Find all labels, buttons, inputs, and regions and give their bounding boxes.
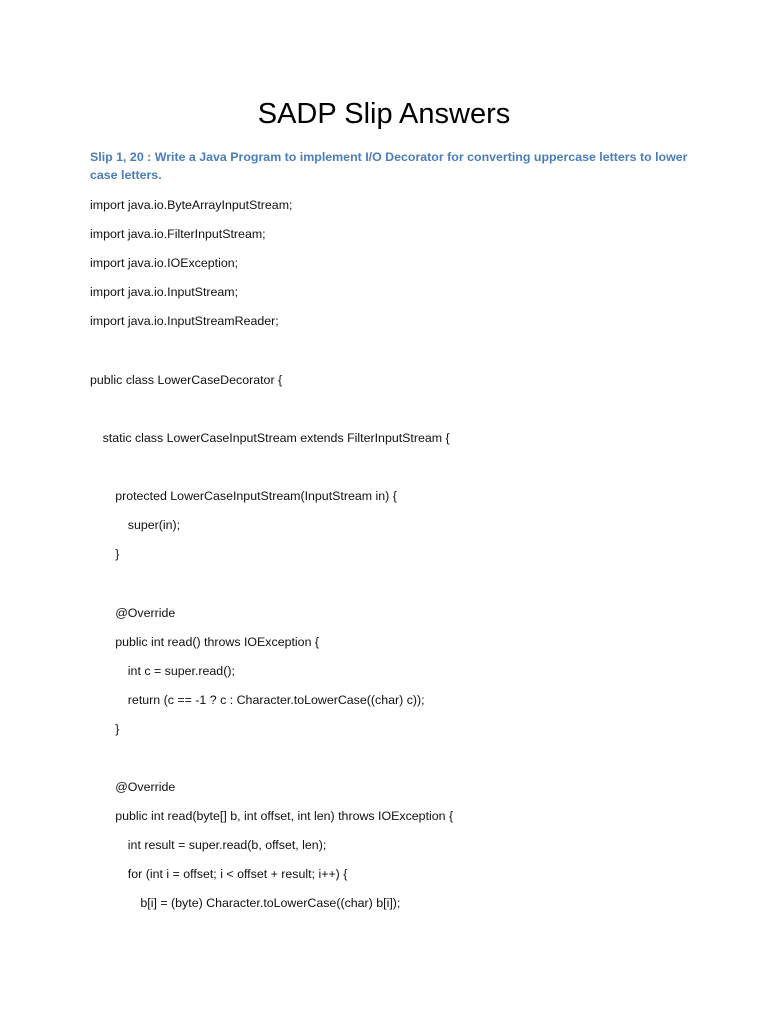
code-line: for (int i = offset; i < offset + result; i++) { [127,867,348,881]
code-line: import java.io.IOException; [90,256,239,270]
code-line: public int read(byte[] b, int offset, int len) throws IOException { [115,809,454,823]
code-line: return (c == -1 ? c : Character.toLowerCase((char) c)); [127,693,425,707]
code-line: public class LowerCaseDecorator { [90,373,283,387]
code-line: } [115,722,120,736]
code-line: import java.io.InputStream; [90,285,239,299]
question-heading: Slip 1, 20 : Write a Java Program to implement I/O Decorator for converting uppercase letters to lower case letters. [90,150,688,182]
code-line: int c = super.read(); [127,664,235,678]
code-line: @Override [115,606,176,620]
code-line: import java.io.InputStreamReader; [90,314,279,328]
code-line: int result = super.read(b, offset, len); [127,838,327,852]
code-line: @Override [115,780,176,794]
code-line: import java.io.ByteArrayInputStream; [90,198,293,212]
code-line: public int read() throws IOException { [115,635,320,649]
code-line: b[i] = (byte) Character.toLowerCase((char) b[i]); [140,896,401,910]
code-line: import java.io.FilterInputStream; [90,227,266,241]
code-line: static class LowerCaseInputStream extends FilterInputStream { [102,431,450,445]
code-line: super(in); [127,518,181,532]
code-line: } [115,547,120,561]
page-title: SADP Slip Answers [257,98,511,130]
code-line: protected LowerCaseInputStream(InputStream in) { [115,489,397,503]
